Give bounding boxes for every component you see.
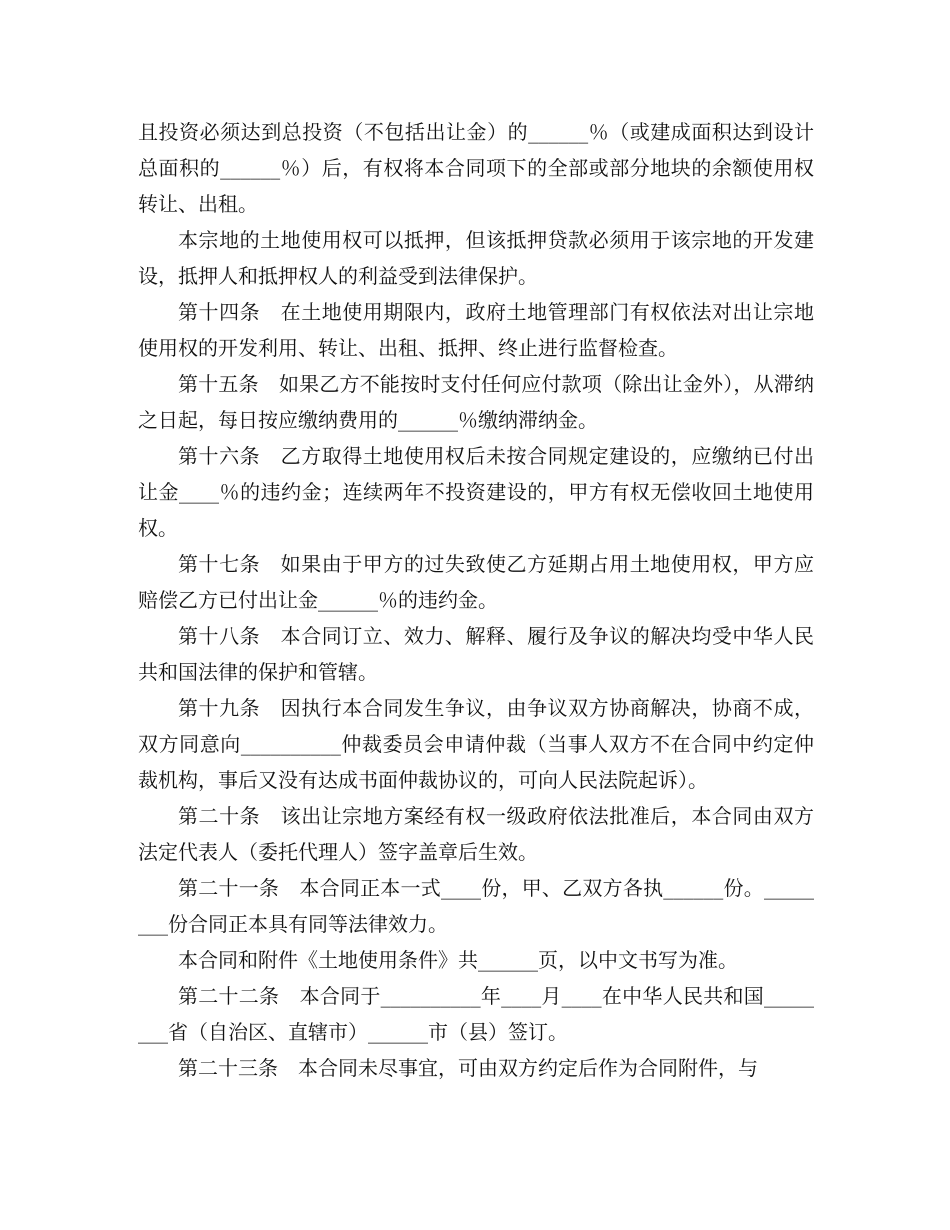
paragraph-mortgage: 本宗地的土地使用权可以抵押，但该抵押贷款必须用于该宗地的开发建设，抵押人和抵押权人的利益受到法律保护。 bbox=[138, 228, 814, 288]
article-22: 第二十二条 本合同于__________年____月____在中华人民共和国________省（自治区、直辖市）______市（县）签订。 bbox=[138, 984, 814, 1044]
article-19: 第十九条 因执行本合同发生争议，由争议双方协商解决，协商不成，双方同意向__________仲裁委员会申请仲裁（当事人双方不在合同中约定仲裁机构，事后又没有达成书面仲裁协议的，可向人民法院起诉）。 bbox=[138, 696, 814, 792]
article-21: 第二十一条 本合同正本一式____份，甲、乙双方各执______份。________份合同正本具有同等法律效力。 bbox=[138, 876, 814, 936]
article-18: 第十八条 本合同订立、效力、解释、履行及争议的解决均受中华人民共和国法律的保护和管辖。 bbox=[138, 624, 814, 684]
article-20: 第二十条 该出让宗地方案经有权一级政府依法批准后，本合同由双方法定代表人（委托代理人）签字盖章后生效。 bbox=[138, 804, 814, 864]
article-17: 第十七条 如果由于甲方的过失致使乙方延期占用土地使用权，甲方应赔偿乙方已付出让金______％的违约金。 bbox=[138, 552, 814, 612]
article-14: 第十四条 在土地使用期限内，政府土地管理部门有权依法对出让宗地使用权的开发利用、转让、出租、抵押、终止进行监督检查。 bbox=[138, 300, 814, 360]
paragraph-pages: 本合同和附件《土地使用条件》共______页，以中文书写为准。 bbox=[178, 948, 738, 972]
paragraph-continuation: 且投资必须达到总投资（不包括出让金）的______％（或建成面积达到设计总面积的______％）后，有权将本合同项下的全部或部分地块的余额使用权转让、出租。 bbox=[138, 120, 814, 216]
article-23: 第二十三条 本合同未尽事宜，可由双方约定后作为合同附件，与 bbox=[178, 1056, 758, 1080]
article-16: 第十六条 乙方取得土地使用权后未按合同规定建设的，应缴纳已付出让金____％的违约金；连续两年不投资建设的，甲方有权无偿收回土地使用权。 bbox=[138, 444, 814, 540]
article-15: 第十五条 如果乙方不能按时支付任何应付款项（除出让金外），从滞纳之日起，每日按应缴纳费用的______％缴纳滞纳金。 bbox=[138, 372, 814, 432]
document-body bbox=[138, 114, 814, 1086]
